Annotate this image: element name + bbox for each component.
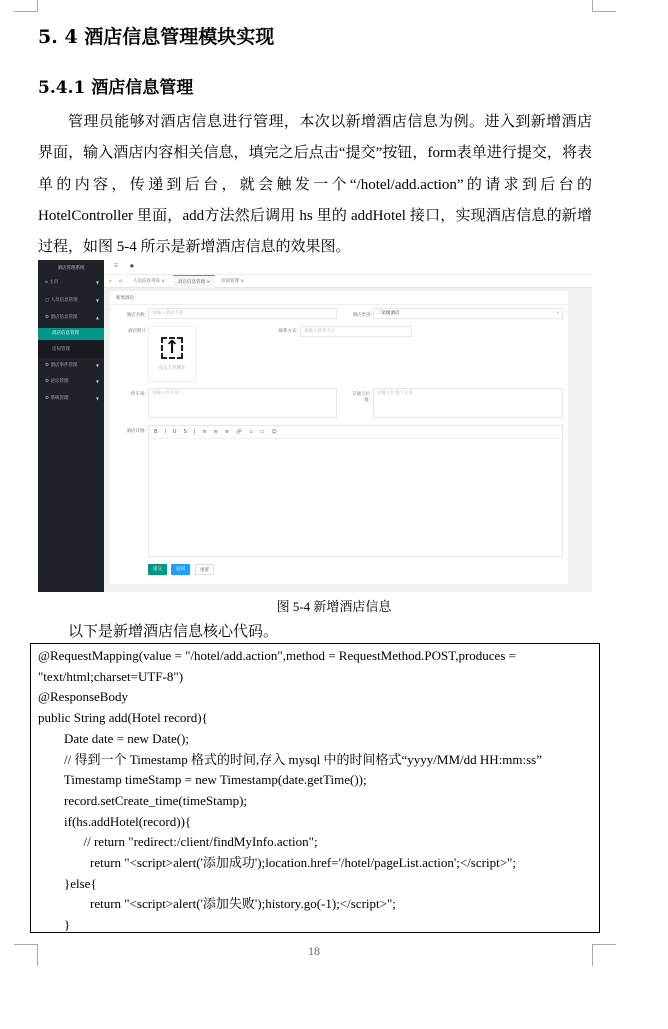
- sidebar-item-forum[interactable]: ⚙ 论坛管理 ▼: [38, 376, 104, 388]
- body-paragraph: 管理员能够对酒店信息进行管理，本次以新增酒店信息为例。进入到新增酒店界面，输入酒店内容相关信息，填完之后点击“提交”按钮，form表单进行提交，将表单的内容，传递到后台，就会触发一个“/hotel/add.action”的请求到后台的 HotelController 里面，add方法然后调用 hs 里的 addHotel 接口，实现酒店信息的新增过程，如图 5-4 所示是新增酒店信息的效果图。: [38, 114, 592, 256]
- subsection-title: 5.4.1 酒店信息管理: [38, 78, 194, 98]
- tab-rooms[interactable]: 房间管理 ×: [221, 279, 245, 284]
- back-button[interactable]: 返回: [171, 564, 190, 575]
- tab-bar: [104, 275, 592, 288]
- sidebar-item-system[interactable]: ⚙ 系统管理 ▼: [38, 393, 104, 405]
- hotel-type-label: 酒店类别:: [352, 313, 372, 318]
- parking-textarea[interactable]: 请输入停车场: [148, 388, 337, 418]
- editor-toolbar-button[interactable]: S: [183, 429, 187, 435]
- editor-toolbar-button[interactable]: |: [193, 429, 196, 435]
- tab-staff-list[interactable]: 人员信息列表 ×: [133, 279, 166, 284]
- figure-screenshot: [38, 260, 592, 592]
- corner-mark: [14, 0, 38, 12]
- editor-toolbar-button[interactable]: ▫: [249, 429, 253, 435]
- hotel-name-input[interactable]: 请输入酒店名称: [148, 308, 337, 319]
- figure-caption: 图 5-4 新增酒店信息: [276, 599, 392, 614]
- section-title: 5. 4 酒店信息管理模块实现: [38, 26, 275, 48]
- upload-text: 点击上传图片: [158, 366, 186, 371]
- chevron-down-icon: ▼: [95, 298, 99, 303]
- editor-toolbar-button[interactable]: ▭: [259, 429, 265, 435]
- code-line: "text/html;charset=UTF-8"): [38, 668, 184, 684]
- page-number: 18: [308, 944, 320, 958]
- sidebar-item-events[interactable]: ⚙ 酒店事件管理 ▼: [38, 360, 104, 372]
- menu-toggle-icon[interactable]: ☰: [114, 264, 119, 269]
- hotel-type-select[interactable]: [373, 308, 563, 319]
- sidebar-item-home[interactable]: ⌂ 主页 ▼: [38, 277, 104, 289]
- sidebar-item-label: 系统管理: [50, 396, 69, 401]
- card-title: 新增酒店: [110, 291, 568, 305]
- editor-toolbar-button[interactable]: 🔗: [236, 429, 243, 435]
- editor-toolbar-button[interactable]: ☺: [271, 429, 277, 435]
- submit-button[interactable]: 提交: [148, 564, 167, 575]
- editor-toolbar-button[interactable]: ≡: [213, 429, 218, 435]
- editor-toolbar: [149, 426, 562, 439]
- home-tab-icon[interactable]: ⌂: [119, 279, 122, 284]
- code-line: record.setCreate_time(timeStamp);: [38, 792, 248, 808]
- sidebar: [38, 260, 104, 592]
- tab-hotel-info[interactable]: 酒店信息管理 ×: [173, 275, 215, 288]
- chevron-down-icon: ▼: [95, 363, 99, 368]
- sidebar-subitem-rooms[interactable]: 房间管理: [52, 347, 70, 352]
- reset-button[interactable]: 重置: [195, 564, 214, 575]
- editor-toolbar-button[interactable]: I: [164, 429, 166, 435]
- chevron-down-icon: ▼: [95, 280, 99, 285]
- editor-toolbar-button[interactable]: B: [154, 429, 158, 435]
- code-line: public String add(Hotel record){: [38, 710, 208, 726]
- form-card: [110, 291, 568, 584]
- tabs-scroll-left-icon[interactable]: «: [109, 279, 112, 284]
- app-title: 酒店管理系统: [57, 266, 85, 271]
- editor-toolbar-button[interactable]: ≡: [224, 429, 230, 435]
- sidebar-item-label: 主页: [49, 280, 59, 285]
- sidebar-subitem-hotel-info[interactable]: 酒店信息管理: [38, 328, 104, 340]
- code-line: return "<script>alert('添加成功');location.href='/hotel/pageList.action';</script>";: [38, 855, 516, 871]
- sidebar-item-staff[interactable]: ▢ 人员信息管理 ▼: [38, 295, 104, 307]
- traffic-label: 交通与位置:: [352, 392, 370, 403]
- tab-label: 人员信息列表: [133, 279, 160, 284]
- chevron-down-icon: ▼: [95, 396, 99, 401]
- code-line: @ResponseBody: [38, 689, 128, 705]
- select-value: 二星级酒店: [377, 311, 400, 316]
- corner-mark: [592, 0, 616, 12]
- code-line: Timestamp timeStamp = new Timestamp(date.getTime());: [38, 772, 367, 788]
- contact-input[interactable]: 请输入联系方式: [300, 326, 412, 337]
- sidebar-item-hotel[interactable]: ⚙ 酒店信息管理 ▲: [38, 312, 104, 324]
- parking-label: 停车场:: [130, 392, 146, 397]
- code-intro: 以下是新增酒店信息核心代码。: [68, 624, 279, 640]
- sidebar-item-label: 酒店信息管理: [50, 315, 78, 320]
- chevron-up-icon: ▲: [95, 315, 99, 320]
- code-line: Date date = new Date();: [38, 730, 189, 746]
- tab-label: 酒店信息管理: [178, 280, 205, 285]
- contact-label: 联系方式:: [278, 329, 298, 334]
- traffic-textarea[interactable]: 请输入位置与交通: [373, 388, 563, 418]
- photo-label: 酒店照片: [128, 329, 146, 334]
- code-line: }else{: [38, 875, 97, 891]
- editor-toolbar-button[interactable]: ≡: [202, 429, 207, 435]
- upload-box[interactable]: [148, 326, 196, 382]
- hotel-name-label: 酒店名称:: [126, 313, 146, 318]
- detail-label: 酒店详情:: [126, 429, 146, 434]
- chevron-down-icon: ▼: [95, 379, 99, 384]
- code-line: // return "redirect:/client/findMyInfo.action";: [38, 834, 318, 850]
- code-line: return "<script>alert('添加失败');history.go(-1);</script>";: [38, 896, 396, 912]
- upload-icon: ↑: [161, 337, 183, 359]
- top-bar: [104, 260, 592, 275]
- code-block: [30, 643, 600, 933]
- code-line: if(hs.addHotel(record)){: [38, 813, 192, 829]
- editor-toolbar-button[interactable]: U: [172, 429, 177, 435]
- sidebar-item-label: 人员信息管理: [50, 298, 78, 303]
- refresh-icon[interactable]: ●: [130, 264, 134, 269]
- code-line: // 得到一个 Timestamp 格式的时间,存入 mysql 中的时间格式“yyyy/MM/dd HH:mm:ss”: [38, 751, 543, 767]
- code-line: }: [38, 917, 71, 933]
- sidebar-item-label: 酒店事件管理: [50, 363, 78, 368]
- code-line: @RequestMapping(value = "/hotel/add.action",method = RequestMethod.POST,produces =: [38, 648, 516, 663]
- sidebar-item-label: 论坛管理: [50, 379, 69, 384]
- tab-label: 房间管理: [221, 279, 239, 284]
- rich-text-editor[interactable]: [148, 425, 563, 557]
- chevron-down-icon: ▾: [556, 311, 559, 316]
